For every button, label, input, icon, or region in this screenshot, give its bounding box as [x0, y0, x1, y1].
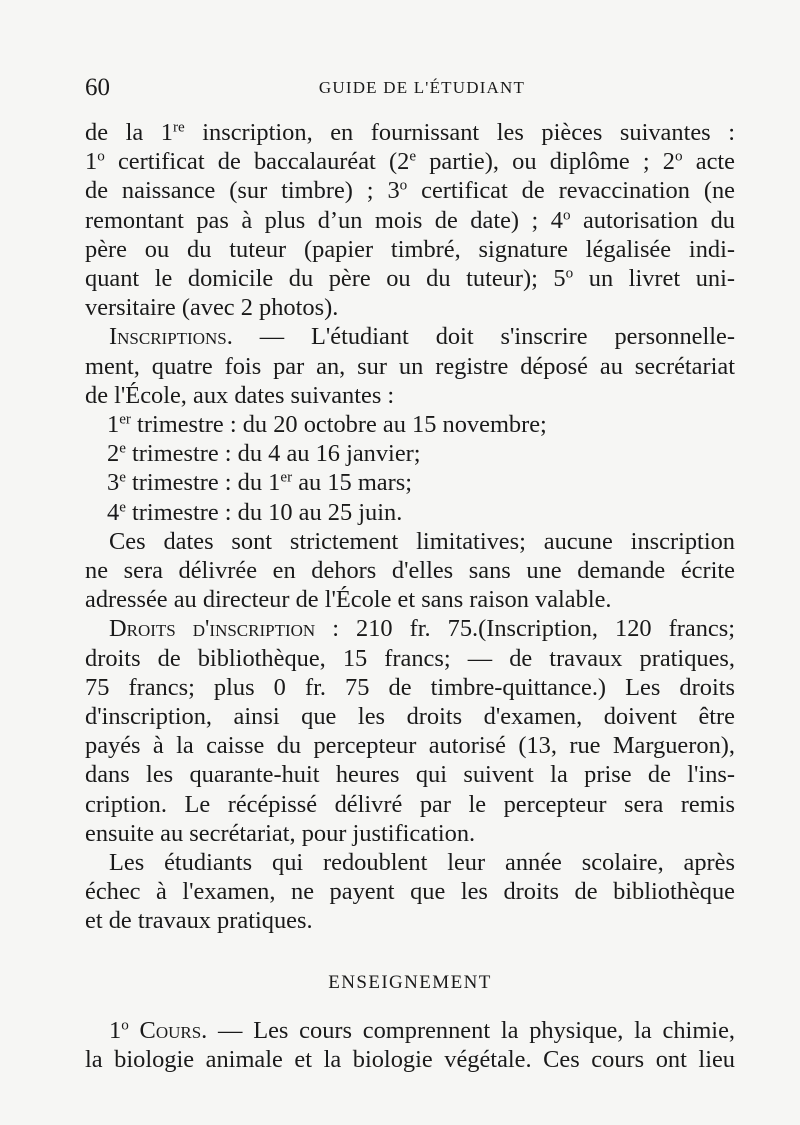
droits-title: Droits d'inscription: [109, 615, 316, 643]
text-line: droits de bibliothèque, 15 francs; — de travaux pratiques,: [85, 644, 735, 672]
text-line: dans les quarante-huit heures qui suivent la prise de l'ins-: [85, 761, 735, 789]
text-line: 1$^o$ Cours. — Les cours comprennent la physique, la chimie,: [109, 1016, 735, 1044]
text-line: 75 francs; plus 0 fr. 75 de timbre-quittance.) Les droits: [85, 673, 735, 701]
trimestre-item: 4e trimestre : du 10 au 25 juin.: [107, 498, 403, 526]
cours-title: Cours.: [139, 1016, 208, 1044]
text-line: Droits d'inscription : 210 fr. 75.(Inscription, 120 francs;: [109, 615, 735, 643]
inscriptions-title: Inscriptions.: [109, 323, 233, 351]
text-line: versitaire (avec 2 photos).: [85, 294, 339, 322]
paragraph-inscriptions: [85, 322, 735, 526]
text-line: quant le domicile du père ou du tuteur); 5$^o$ un livret uni-: [85, 265, 735, 293]
body-text: [85, 118, 735, 1074]
text-line: payés à la caisse du percepteur autorisé (13, rue Margueron),: [85, 732, 735, 760]
text-line: d'inscription, ainsi que les droits d'examen, doivent être: [85, 703, 735, 731]
page-header: [85, 74, 735, 104]
trimestre-item: 1er trimestre : du 20 octobre au 15 novembre;: [107, 411, 547, 439]
text-line: ment, quatre fois par an, sur un registre déposé au secrétariat: [85, 352, 735, 380]
text-line: et de travaux pratiques.: [85, 907, 313, 935]
paragraph-redoublent: [85, 848, 735, 936]
text-line: Inscriptions. — L'étudiant doit s'inscrire personnelle-: [109, 323, 735, 351]
running-title: GUIDE DE L'ÉTUDIANT: [318, 78, 526, 97]
paragraph-dates: [85, 527, 735, 615]
text-line: de la 1re inscription, en fournissant les pièces suivantes :: [85, 119, 735, 146]
section-heading: ENSEIGNEMENT: [328, 971, 492, 993]
text-line: ne sera délivrée en dehors d'elles sans une demande écrite: [85, 557, 735, 585]
paragraph-droits: [85, 614, 735, 848]
text-line: cription. Le récépissé délivré par le percepteur sera remis: [85, 790, 735, 818]
text-line: de naissance (sur timbre) ; 3$^o$ certificat de revaccination (ne: [85, 177, 735, 205]
text-line: 1$^o$ certificat de baccalauréat (2e partie), ou diplôme ; 2$^o$ acte: [85, 148, 735, 176]
text-line: de l'École, aux dates suivantes :: [85, 381, 395, 409]
text-line: adressée au directeur de l'École et sans raison valable.: [85, 586, 612, 614]
text-line: Les étudiants qui redoublent leur année scolaire, après: [109, 849, 735, 877]
paragraph-pieces: [85, 118, 735, 322]
text-line: Ces dates sont strictement limitatives; aucune inscription: [109, 527, 735, 555]
text-line: père ou du tuteur (papier timbré, signature légalisée indi-: [85, 235, 735, 263]
page-number: 60: [85, 74, 110, 101]
text-line: la biologie animale et la biologie végétale. Ces cours ont lieu: [85, 1046, 735, 1074]
trimestre-item: 3e trimestre : du 1er au 15 mars;: [107, 469, 413, 497]
text-line: ensuite au secrétariat, pour justification.: [85, 819, 476, 847]
trimestre-item: 2e trimestre : du 4 au 16 janvier;: [107, 440, 421, 468]
text-line: échec à l'examen, ne payent que les droits de bibliothèque: [85, 878, 735, 906]
text-line: remontant pas à plus d’un mois de date) ; 4$^o$ autorisation du: [85, 206, 735, 234]
paragraph-cours: [85, 1016, 735, 1074]
